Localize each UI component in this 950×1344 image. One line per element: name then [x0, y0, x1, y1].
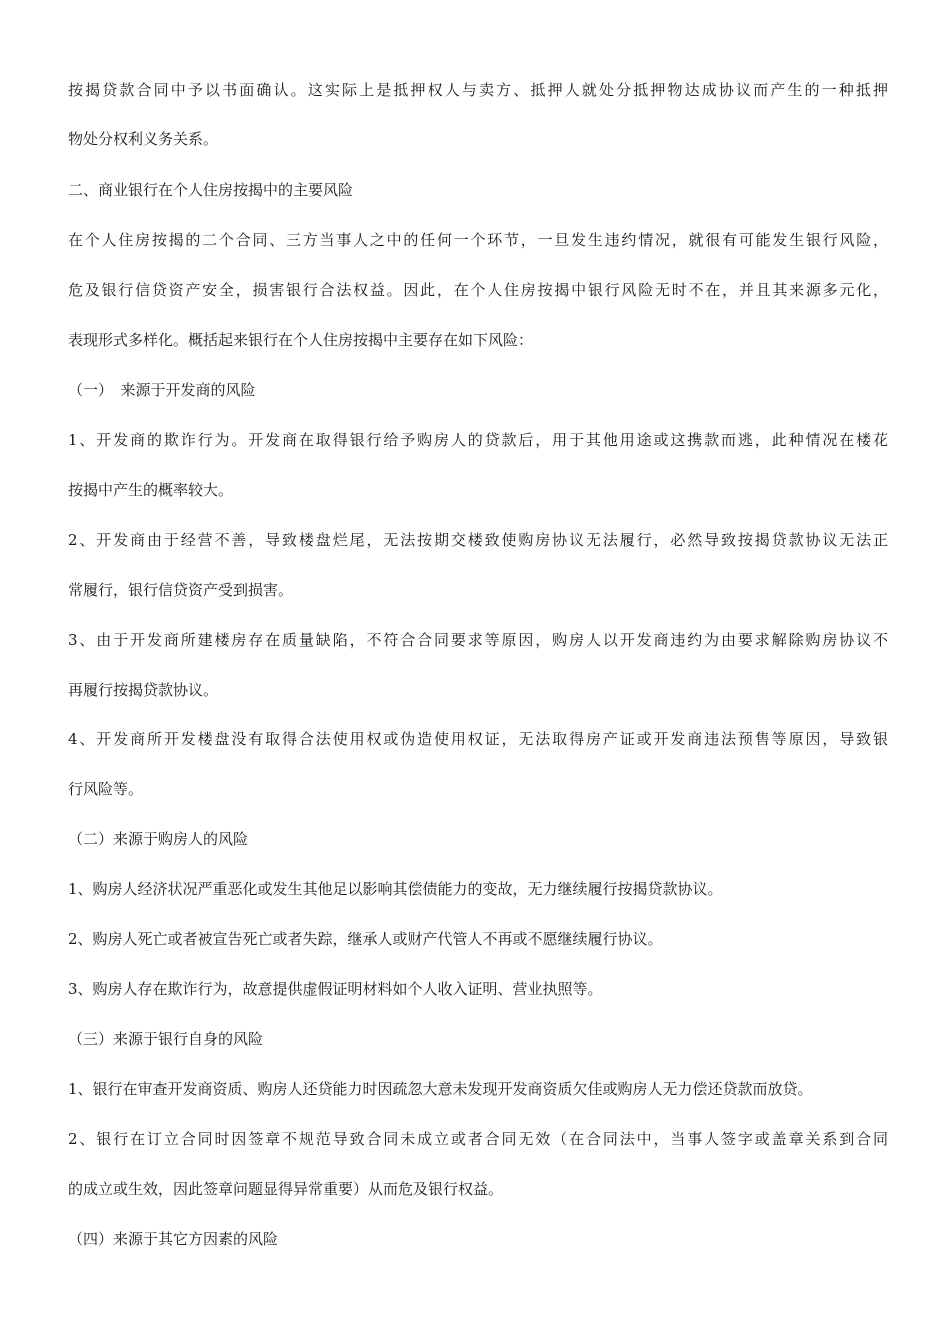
- text-line: 危及银行信贷资产安全，损害银行合法权益。因此，在个人住房按揭中银行风险无时不在，并且其来源多元化，: [68, 281, 888, 299]
- text-line: 行风险等。: [68, 780, 144, 798]
- text-line: 物处分权利义务关系。: [68, 130, 219, 148]
- text-line: 的成立或生效，因此签章问题显得异常重要）从而危及银行权益。: [68, 1180, 504, 1198]
- text-line: 在个人住房按揭的二个合同、三方当事人之中的任何一个环节，一旦发生违约情况，就很有可能发生银行风险，: [68, 231, 888, 249]
- text-line: 3、购房人存在欺诈行为，故意提供虚假证明材料如个人收入证明、营业执照等。: [68, 980, 603, 998]
- subsection-heading: （三）来源于银行自身的风险: [68, 1030, 264, 1048]
- text-line: 2、开发商由于经营不善，导致楼盘烂尾，无法按期交楼致使购房协议无法履行，必然导致按揭贷款协议无法正: [68, 531, 888, 549]
- subsection-heading: （四）来源于其它方因素的风险: [68, 1230, 279, 1248]
- text-line: 2、购房人死亡或者被宣告死亡或者失踪，继承人或财产代管人不再或不愿继续履行协议。: [68, 930, 663, 948]
- text-line: 3、由于开发商所建楼房存在质量缺陷，不符合合同要求等原因，购房人以开发商违约为由要求解除购房协议不: [68, 631, 888, 649]
- subsection-heading: （二）来源于购房人的风险: [68, 830, 249, 848]
- text-line: 2、银行在订立合同时因签章不规范导致合同未成立或者合同无效（在合同法中，当事人签字或盖章关系到合同: [68, 1130, 888, 1148]
- section-heading: 二、商业银行在个人住房按揭中的主要风险: [68, 181, 354, 199]
- text-line: 常履行，银行信贷资产受到损害。: [68, 581, 294, 599]
- text-line: 1、银行在审查开发商资质、购房人还贷能力时因疏忽大意未发现开发商资质欠佳或购房人无力偿还贷款而放贷。: [68, 1080, 813, 1098]
- text-line: 再履行按揭贷款协议。: [68, 681, 219, 699]
- text-line: 按揭贷款合同中予以书面确认。这实际上是抵押权人与卖方、抵押人就处分抵押物达成协议而产生的一种抵押: [68, 81, 888, 99]
- text-line: 4、开发商所开发楼盘没有取得合法使用权或伪造使用权证，无法取得房产证或开发商违法预售等原因，导致银: [68, 730, 888, 748]
- subsection-heading: （一） 来源于开发商的风险: [68, 381, 256, 399]
- text-line: 按揭中产生的概率较大。: [68, 481, 234, 499]
- text-line: 1、开发商的欺诈行为。开发商在取得银行给予购房人的贷款后，用于其他用途或这携款而逃，此种情况在楼花: [68, 431, 888, 449]
- text-line: 表现形式多样化。概括起来银行在个人住房按揭中主要存在如下风险：: [68, 331, 534, 349]
- text-line: 1、购房人经济状况严重恶化或发生其他足以影响其偿债能力的变故，无力继续履行按揭贷款协议。: [68, 880, 723, 898]
